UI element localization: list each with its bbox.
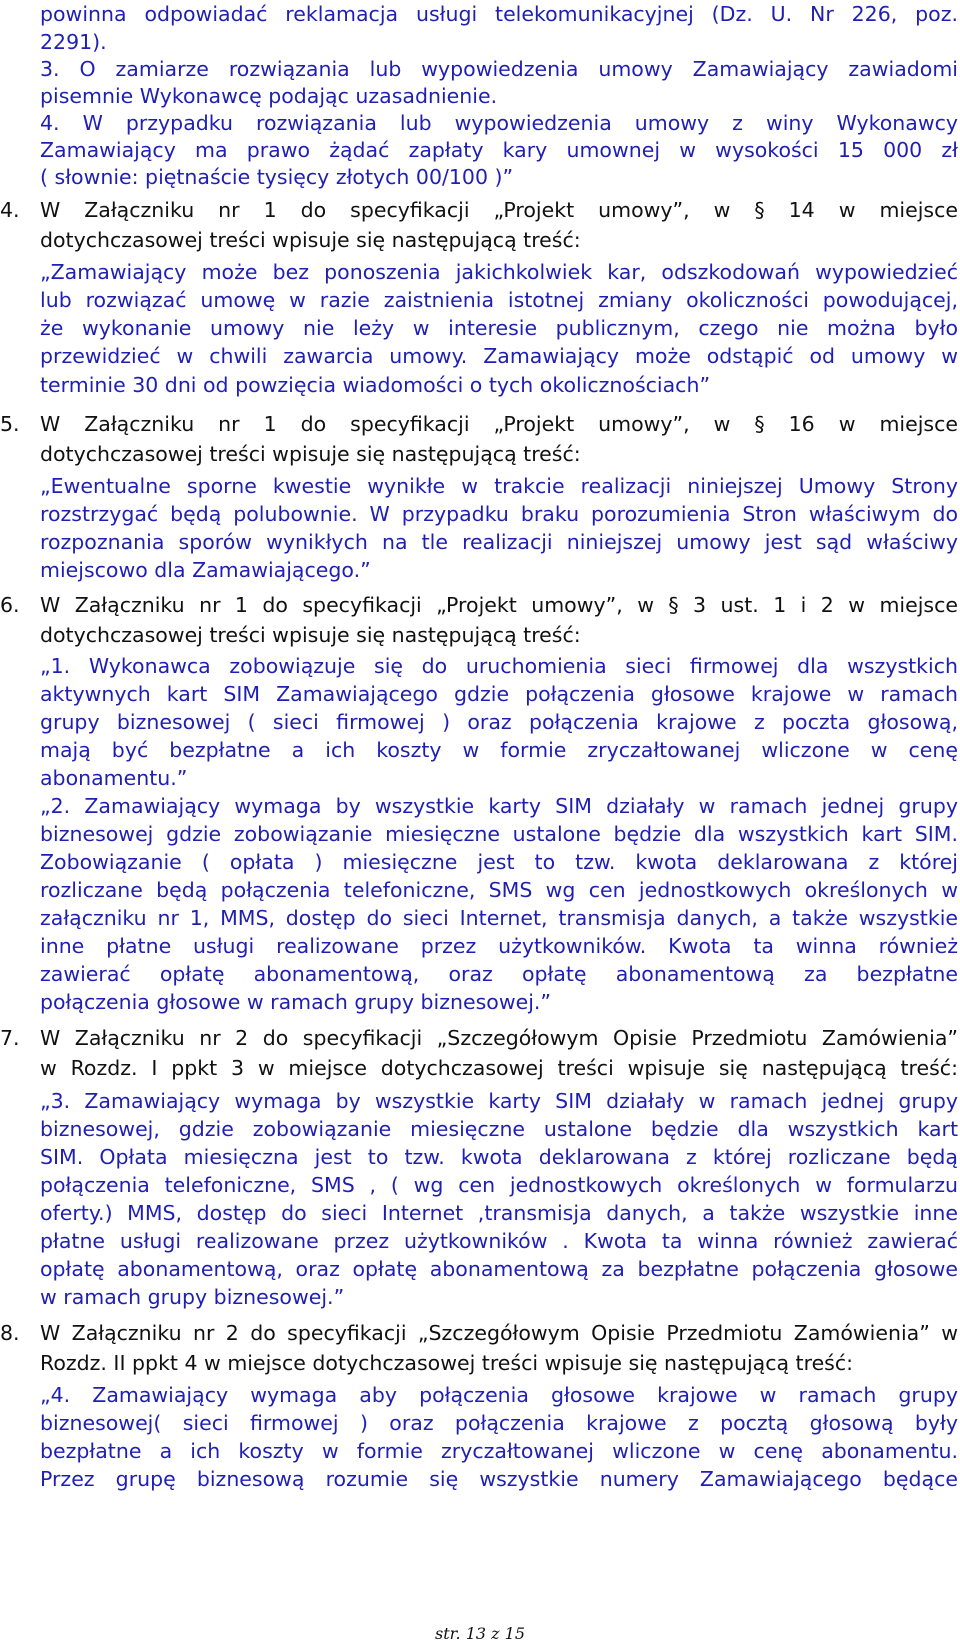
amended-text-line: zawierać opłatę abonamentową, oraz opłatę abonamentową za bezpłatne xyxy=(40,962,958,986)
item-number: 5. xyxy=(0,412,20,436)
instruction-text-line: W Załączniku nr 1 do specyfikacji „Projekt umowy”, w § 3 ust. 1 i 2 w miejsce xyxy=(40,593,958,617)
amended-text-line: rozstrzygać będą polubownie. W przypadku braku porozumienia Stron właściwym do xyxy=(40,502,958,526)
amended-text-line: płatne usługi realizowane przez użytkowników . Kwota ta winna również zawierać xyxy=(40,1229,958,1253)
item-number: 7. xyxy=(0,1026,20,1050)
amended-text-line: Zobowiązanie ( opłata ) miesięczne jest to tzw. kwota deklarowana z której xyxy=(40,850,958,874)
instruction-text-line: W Załączniku nr 2 do specyfikacji „Szczegółowym Opisie Przedmiotu Zamówienia” xyxy=(40,1026,958,1050)
amended-text-line: załączniku nr 1, MMS, dostęp do sieci Internet, transmisja danych, a także wszystkie xyxy=(40,906,958,930)
amended-text-line: rozliczane będą połączenia telefoniczne, SMS wg cen jednostkowych określonych w xyxy=(40,878,958,902)
amended-text-line: pisemnie Wykonawcę podając uzasadnienie. xyxy=(40,84,498,108)
amended-text-line: inne płatne usługi realizowane przez użytkowników. Kwota ta winna również xyxy=(40,934,958,958)
item-number: 6. xyxy=(0,593,20,617)
instruction-text-line: w Rozdz. I ppkt 3 w miejsce dotychczasowej treści wpisuje się następującą treść: xyxy=(40,1056,958,1080)
amended-text-line: połączenia głosowe w ramach grupy biznesowej.” xyxy=(40,990,552,1014)
instruction-text-line: dotychczasowej treści wpisuje się następującą treść: xyxy=(40,623,581,647)
amended-text-line: ( słownie: piętnaście tysięcy złotych 00/100 )” xyxy=(40,165,514,189)
amended-text-line: „2. Zamawiający wymaga by wszystkie karty SIM działały w ramach jednej grupy xyxy=(40,794,958,818)
amended-text-line: lub rozwiązać umowę w razie zaistnienia istotnej zmiany okoliczności powodującej, xyxy=(40,288,958,312)
amended-text-line: biznesowej gdzie zobowiązanie miesięczne ustalone będzie dla wszystkich kart SIM. xyxy=(40,822,958,846)
amended-text-line: abonamentu.” xyxy=(40,766,188,790)
amended-text-line: biznesowej, gdzie zobowiązanie miesięczne ustalone będzie dla wszystkich kart xyxy=(40,1117,958,1141)
instruction-text-line: dotychczasowej treści wpisuje się następującą treść: xyxy=(40,228,581,252)
item-number: 8. xyxy=(0,1321,20,1345)
amended-text-line: „1. Wykonawca zobowiązuje się do uruchomienia sieci firmowej dla wszystkich xyxy=(40,654,958,678)
amended-text-line: Zamawiający ma prawo żądać zapłaty kary umownej w wysokości 15 000 zł xyxy=(40,138,958,162)
amended-text-line: Przez grupę biznesową rozumie się wszystkie numery Zamawiającego będące xyxy=(40,1467,958,1491)
amended-text-line: „Zamawiający może bez ponoszenia jakichkolwiek kar, odszkodowań wypowiedzieć xyxy=(40,260,958,284)
item-number: 4. xyxy=(0,198,20,222)
amended-text-line: 2291). xyxy=(40,30,107,54)
amended-text-line: 3. O zamiarze rozwiązania lub wypowiedzenia umowy Zamawiający zawiadomi xyxy=(40,57,958,81)
amended-text-line: aktywnych kart SIM Zamawiającego gdzie połączenia głosowe krajowe w ramach xyxy=(40,682,958,706)
amended-text-line: „Ewentualne sporne kwestie wynikłe w trakcie realizacji niniejszej Umowy Strony xyxy=(40,474,958,498)
amended-text-line: rozpoznania sporów wynikłych na tle realizacji niniejszej umowy jest sąd właściwy xyxy=(40,530,958,554)
amended-text-line: że wykonanie umowy nie leży w interesie publicznym, czego nie można było xyxy=(40,316,958,340)
amended-text-line: grupy biznesowej ( sieci firmowej ) oraz połączenia krajowe z poczta głosową, xyxy=(40,710,958,734)
instruction-text-line: W Załączniku nr 2 do specyfikacji „Szczegółowym Opisie Przedmiotu Zamówienia” w xyxy=(40,1321,958,1345)
amended-text-line: przewidzieć w chwili zawarcia umowy. Zamawiający może odstąpić od umowy w xyxy=(40,344,958,368)
amended-text-line: w ramach grupy biznesowej.” xyxy=(40,1285,345,1309)
amended-text-line: biznesowej( sieci firmowej ) oraz połączenia krajowe z pocztą głosową były xyxy=(40,1411,958,1435)
amended-text-line: „4. Zamawiający wymaga aby połączenia głosowe krajowe w ramach grupy xyxy=(40,1383,958,1407)
amended-text-line: 4. W przypadku rozwiązania lub wypowiedzenia umowy z winy Wykonawcy xyxy=(40,111,958,135)
amended-text-line: opłatę abonamentową, oraz opłatę abonamentową za bezpłatne połączenia głosowe xyxy=(40,1257,958,1281)
page-number: str. 13 z 15 xyxy=(434,1624,526,1643)
instruction-text-line: W Załączniku nr 1 do specyfikacji „Projekt umowy”, w § 14 w miejsce xyxy=(40,198,958,222)
amended-text-line: „3. Zamawiający wymaga by wszystkie karty SIM działały w ramach jednej grupy xyxy=(40,1089,958,1113)
amended-text-line: terminie 30 dni od powzięcia wiadomości o tych okolicznościach” xyxy=(40,373,711,397)
amended-text-line: mają być bezpłatne a ich koszty w formie zryczałtowanej wliczone w cenę xyxy=(40,738,958,762)
instruction-text-line: Rozdz. II ppkt 4 w miejsce dotychczasowej treści wpisuje się następującą treść: xyxy=(40,1351,854,1375)
amended-text-line: powinna odpowiadać reklamacja usługi telekomunikacyjnej (Dz. U. Nr 226, poz. xyxy=(40,2,958,26)
amended-text-line: oferty.) MMS, dostęp do sieci Internet ,transmisja danych, a także wszystkie inne xyxy=(40,1201,958,1225)
instruction-text-line: W Załączniku nr 1 do specyfikacji „Projekt umowy”, w § 16 w miejsce xyxy=(40,412,958,436)
amended-text-line: SIM. Opłata miesięczna jest to tzw. kwota deklarowana z której rozliczane będą xyxy=(40,1145,958,1169)
instruction-text-line: dotychczasowej treści wpisuje się następującą treść: xyxy=(40,442,581,466)
amended-text-line: miejscowo dla Zamawiającego.” xyxy=(40,558,371,582)
amended-text-line: bezpłatne a ich koszty w formie zryczałtowanej wliczone w cenę abonamentu. xyxy=(40,1439,958,1463)
amended-text-line: połączenia telefoniczne, SMS , ( wg cen jednostkowych określonych w formularzu xyxy=(40,1173,958,1197)
